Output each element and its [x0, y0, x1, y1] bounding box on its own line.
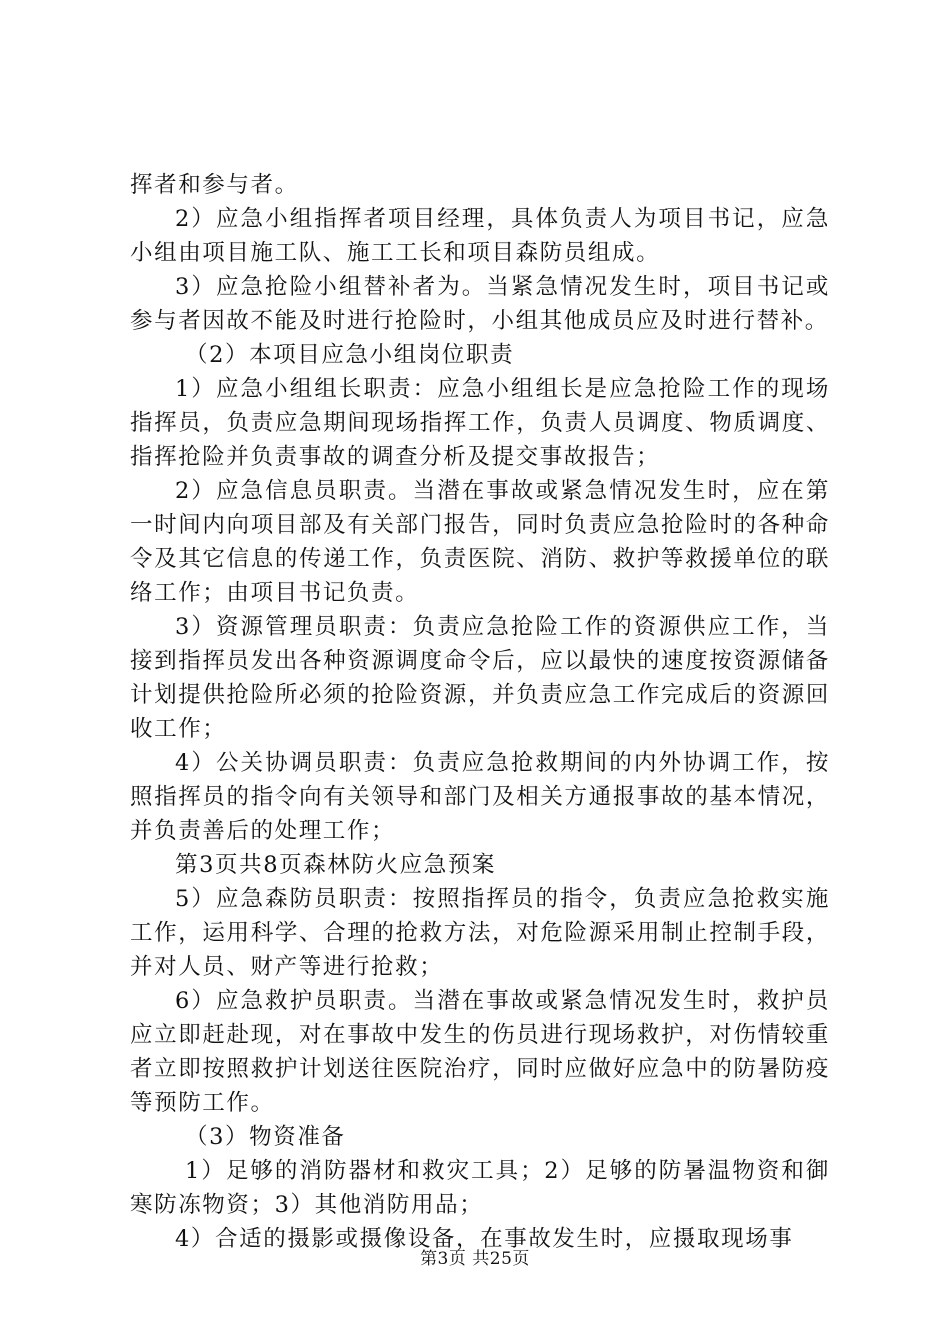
paragraph: 6）应急救护员职责。当潜在事故或紧急情况发生时，救护员应立即赶赴现，对在事故中发生的伤员进行现场救护，对伤情较重者立即按照救护计划送往医院治疗，同时应做好应急中的防暑防疫等预防工作。: [130, 988, 830, 1116]
paragraph: 2）应急信息员职责。当潜在事故或紧急情况发生时，应在第一时间内向项目部及有关部门报告，同时负责应急抢险时的各种命令及其它信息的传递工作，负责医院、消防、救护等救援单位的联络工作；由项目书记负责。: [130, 478, 830, 606]
paragraph: 1）足够的消防器材和救灾工具；2）足够的防暑温物资和御寒防冻物资；3）其他消防用品；: [130, 1158, 830, 1218]
paragraph: 1）应急小组组长职责：应急小组组长是应急抢险工作的现场指挥员，负责应急期间现场指挥工作，负责人员调度、物质调度、指挥抢险并负责事故的调查分析及提交事故报告；: [130, 376, 830, 470]
paragraph: 4）合适的摄影或摄像设备，在事故发生时，应摄取现场事: [175, 1226, 794, 1252]
section-heading: （3）物资准备: [185, 1124, 346, 1150]
section-heading: （2）本项目应急小组岗位职责: [185, 342, 515, 368]
paragraph: 5）应急森防员职责：按照指挥员的指令，负责应急抢救实施工作，运用科学、合理的抢救方法，对危险源采用制止控制手段，并对人员、财产等进行抢救；: [130, 886, 830, 980]
paragraph: 挥者和参与者。: [130, 172, 299, 198]
page-footer: 第3页 共25页: [420, 1249, 530, 1269]
paragraph: 4）公关协调员职责：负责应急抢救期间的内外协调工作，按照指挥员的指令向有关领导和部门及相关方通报事故的基本情况，并负责善后的处理工作；: [130, 750, 830, 844]
inline-page-note: 第3页共8页森林防火应急预案: [175, 852, 497, 878]
document-body: [130, 168, 830, 1256]
paragraph: 3）应急抢险小组替补者为。当紧急情况发生时，项目书记或参与者因故不能及时进行抢险时，小组其他成员应及时进行替补。: [130, 274, 830, 334]
paragraph: 3）资源管理员职责：负责应急抢险工作的资源供应工作，当接到指挥员发出各种资源调度命令后，应以最快的速度按资源储备计划提供抢险所必须的抢险资源，并负责应急工作完成后的资源回收工作；: [130, 614, 830, 742]
paragraph: 2）应急小组指挥者项目经理，具体负责人为项目书记，应急小组由项目施工队、施工工长和项目森防员组成。: [130, 206, 830, 266]
